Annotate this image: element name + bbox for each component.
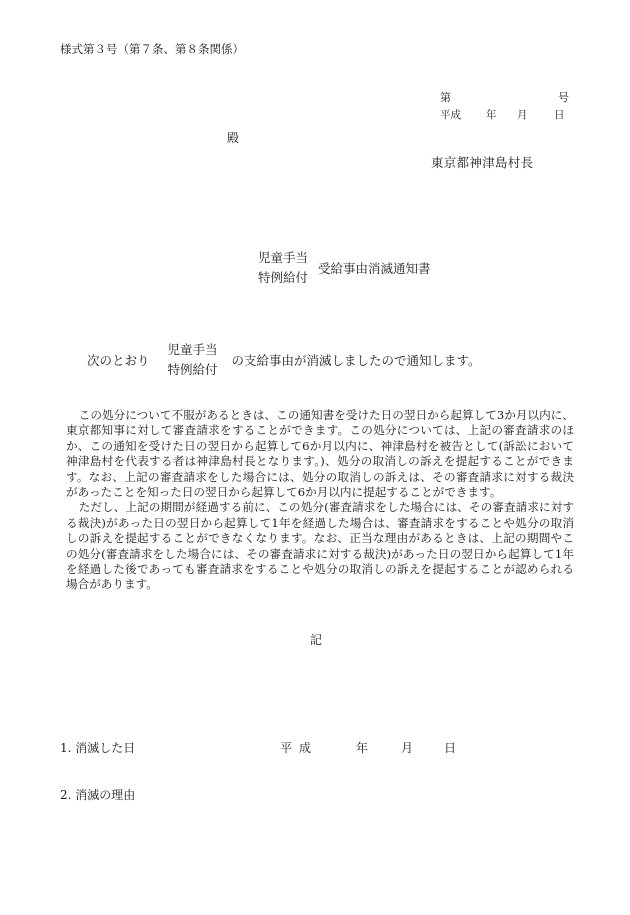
statement-lead: 次のとおり (87, 353, 150, 368)
date-era: 平成 (440, 109, 461, 121)
title-benefit-child-allowance: 児童手当 (258, 250, 309, 265)
statement-tail: の支給事由が消滅しましたので通知します。 (231, 353, 481, 368)
document-title (258, 248, 431, 288)
title-text: 受給事由消滅通知書 (318, 261, 431, 276)
record-heading: 記 (310, 633, 323, 647)
title-benefit-types (258, 248, 308, 288)
document-number-prefix: 第 (440, 91, 451, 104)
addressee-honorific: 殿 (227, 131, 240, 145)
appeal-notice (66, 408, 574, 593)
statement-benefit-child-allowance: 児童手当 (167, 342, 218, 357)
item-extinction-date-value (280, 739, 456, 756)
date-year: 年 (486, 109, 497, 121)
date-month: 月 (517, 109, 528, 121)
item-extinction-reason-label: 2. 消滅の理由 (60, 788, 136, 802)
extinction-date-era: 平成 (280, 741, 319, 755)
issue-date (440, 107, 565, 122)
date-day: 日 (554, 109, 565, 121)
notification-statement (87, 340, 481, 380)
title-benefit-special-payment: 特例給付 (258, 270, 309, 285)
issuer-name: 東京都神津島村長 (431, 155, 534, 170)
appeal-notice-paragraph-2: ただし、上記の期間が経過する前に、この処分(審査請求をした場合には、その審査請求に対する裁決)があった日の翌日から起算して1年を経過した場合は、審査請求をすることや処分の取消しの訴えを提起することができなくなります。なお、正当な理由があるときは、上記の期間やこの処分(審査請求をした場合には、その審査請求に対する裁決)があった日の翌日から起算して1年を経過した後であっても審査請求をすることや処分の取消しの訴えを提起することが認められる場合があります。 (66, 500, 574, 592)
statement-benefit-special-payment: 特例給付 (167, 362, 218, 377)
extinction-date-month: 月 (401, 741, 414, 755)
statement-benefit-types (168, 340, 218, 380)
form-number: 様式第３号（第７条、第８条関係） (60, 42, 244, 56)
document-number-suffix: 号 (558, 91, 569, 104)
extinction-date-day: 日 (444, 741, 457, 755)
item-extinction-date-label: 1. 消滅した日 (60, 741, 136, 755)
appeal-notice-paragraph-1: この処分について不服があるときは、この通知書を受けた日の翌日から起算して3か月以内に、東京都知事に対して審査請求をすることができます。この処分については、上記の審査請求のほか、この通知を受けた日の翌日から起算して6か月以内に、神津島村を被告として(訴訟において神津島村を代表する者は神津島村長となります。)、処分の取消しの訴えを提起することができます。なお、上記の審査請求をした場合には、処分の取消しの訴えは、その審査請求に対する裁決があったことを知った日の翌日から起算して6か月以内に提起することができます。 (66, 408, 574, 500)
extinction-date-year: 年 (356, 741, 369, 755)
